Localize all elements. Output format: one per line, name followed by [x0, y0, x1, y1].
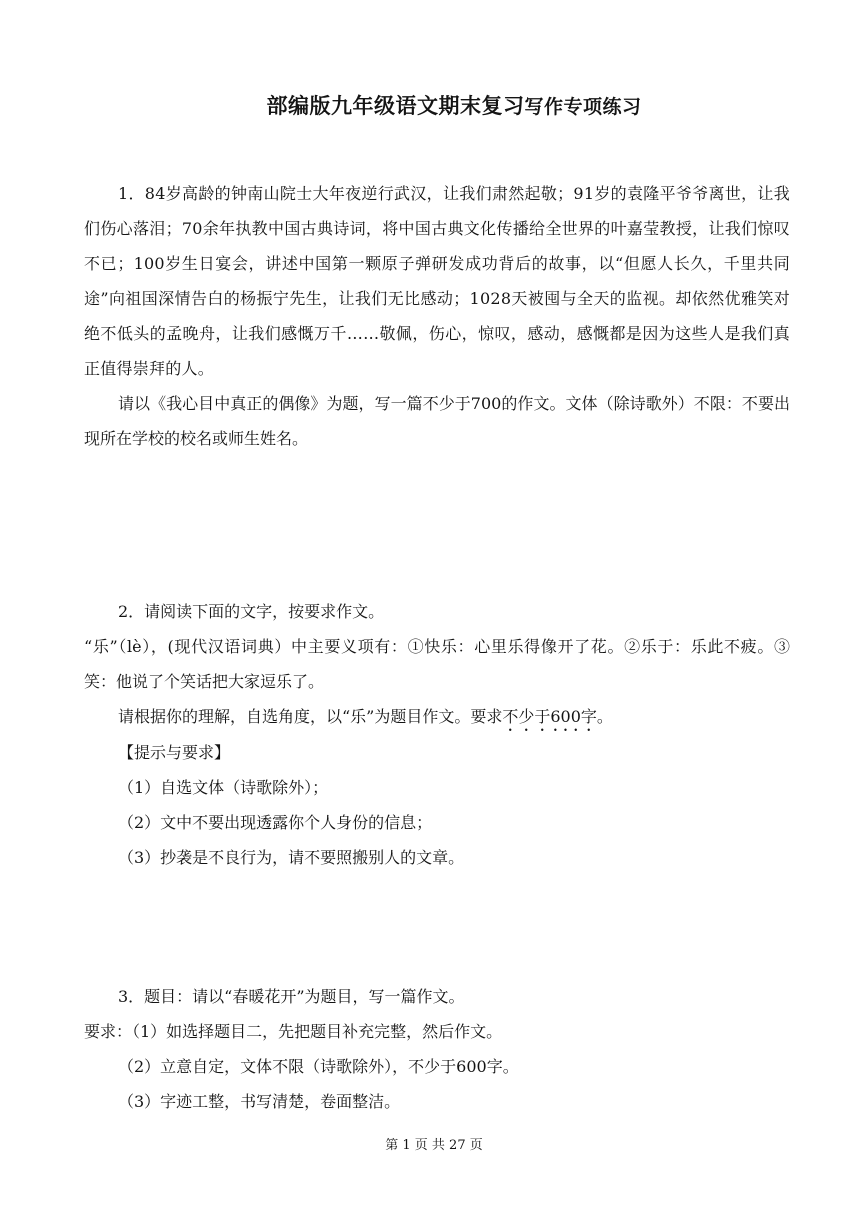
page-footer: 第 1 页 共 27 页: [385, 1138, 483, 1153]
tip-item: （2）文中不要出现透露你个人身份的信息；: [118, 813, 433, 832]
question-1-prompt-block: [84, 386, 790, 456]
tips-heading: 【提示与要求】: [118, 743, 231, 762]
question-2-instruction: [84, 699, 790, 735]
instruction-suffix: 。: [596, 707, 613, 726]
requirement-item: （3）字迹工整，书写清楚，卷面整洁。: [118, 1092, 401, 1111]
document-title: [0, 91, 868, 122]
tip-item: （3）抄袭是不良行为，请不要照搬别人的文章。: [118, 848, 465, 867]
question-3-heading: 3．题目：请以“春暖花开”为题目，写一篇作文。: [118, 987, 465, 1006]
title-suffix: 写作专项练习: [524, 96, 642, 118]
question-1-prompt: 请以《我心目中真正的偶像》为题，写一篇不少于700的作文。文体（除诗歌外）不限：不要出现所在学校的校名或师生姓名。: [84, 394, 790, 448]
question-2: [84, 594, 790, 875]
question-3: [84, 979, 790, 1119]
title-main: 部编版九年级语文期末复习: [266, 93, 525, 118]
question-1-paragraph: 1．84岁高龄的钟南山院士大年夜逆行武汉，让我们肃然起敬；91岁的袁隆平爷爷离世，让我们伤心落泪；70余年执教中国古典诗词，将中国古典文化传播给全世界的叶嘉莹教授，让我们惊叹不已；100岁生日宴会，讲述中国第一颗原子弹研发成功背后的故事，以“但愿人长久，千里共同途”向祖国深情告白的杨振宁先生，让我们无比感动；1028天被囤与全天的监视。却依然优雅笑对绝不低头的孟晚舟，让我们感慨万千……敬佩，伤心，惊叹，感动，感慨都是因为这些人是我们真正值得崇拜的人。: [84, 184, 790, 378]
instruction-emphasis: 不少于600字: [502, 707, 597, 726]
question-1: [84, 176, 790, 386]
requirement-item: （2）立意自定，文体不限（诗歌除外），不少于600字。: [118, 1057, 519, 1076]
question-2-definition: “乐”（lè），(现代汉语词典）中主要义项有：①快乐：心里乐得像开了花。②乐于：乐此不疲。③笑：他说了个笑话把大家逗乐了。: [84, 637, 790, 691]
requirement-item: 要求：（1）如选择题目二，先把题目补充完整，然后作文。: [84, 1022, 503, 1041]
tip-item: （1）自选文体（诗歌除外）；: [118, 778, 329, 797]
instruction-prefix: 请根据你的理解，自选角度，以“乐”为题目作文。要求: [118, 707, 503, 726]
question-2-heading: 2．请阅读下面的文字，按要求作文。: [118, 602, 385, 621]
